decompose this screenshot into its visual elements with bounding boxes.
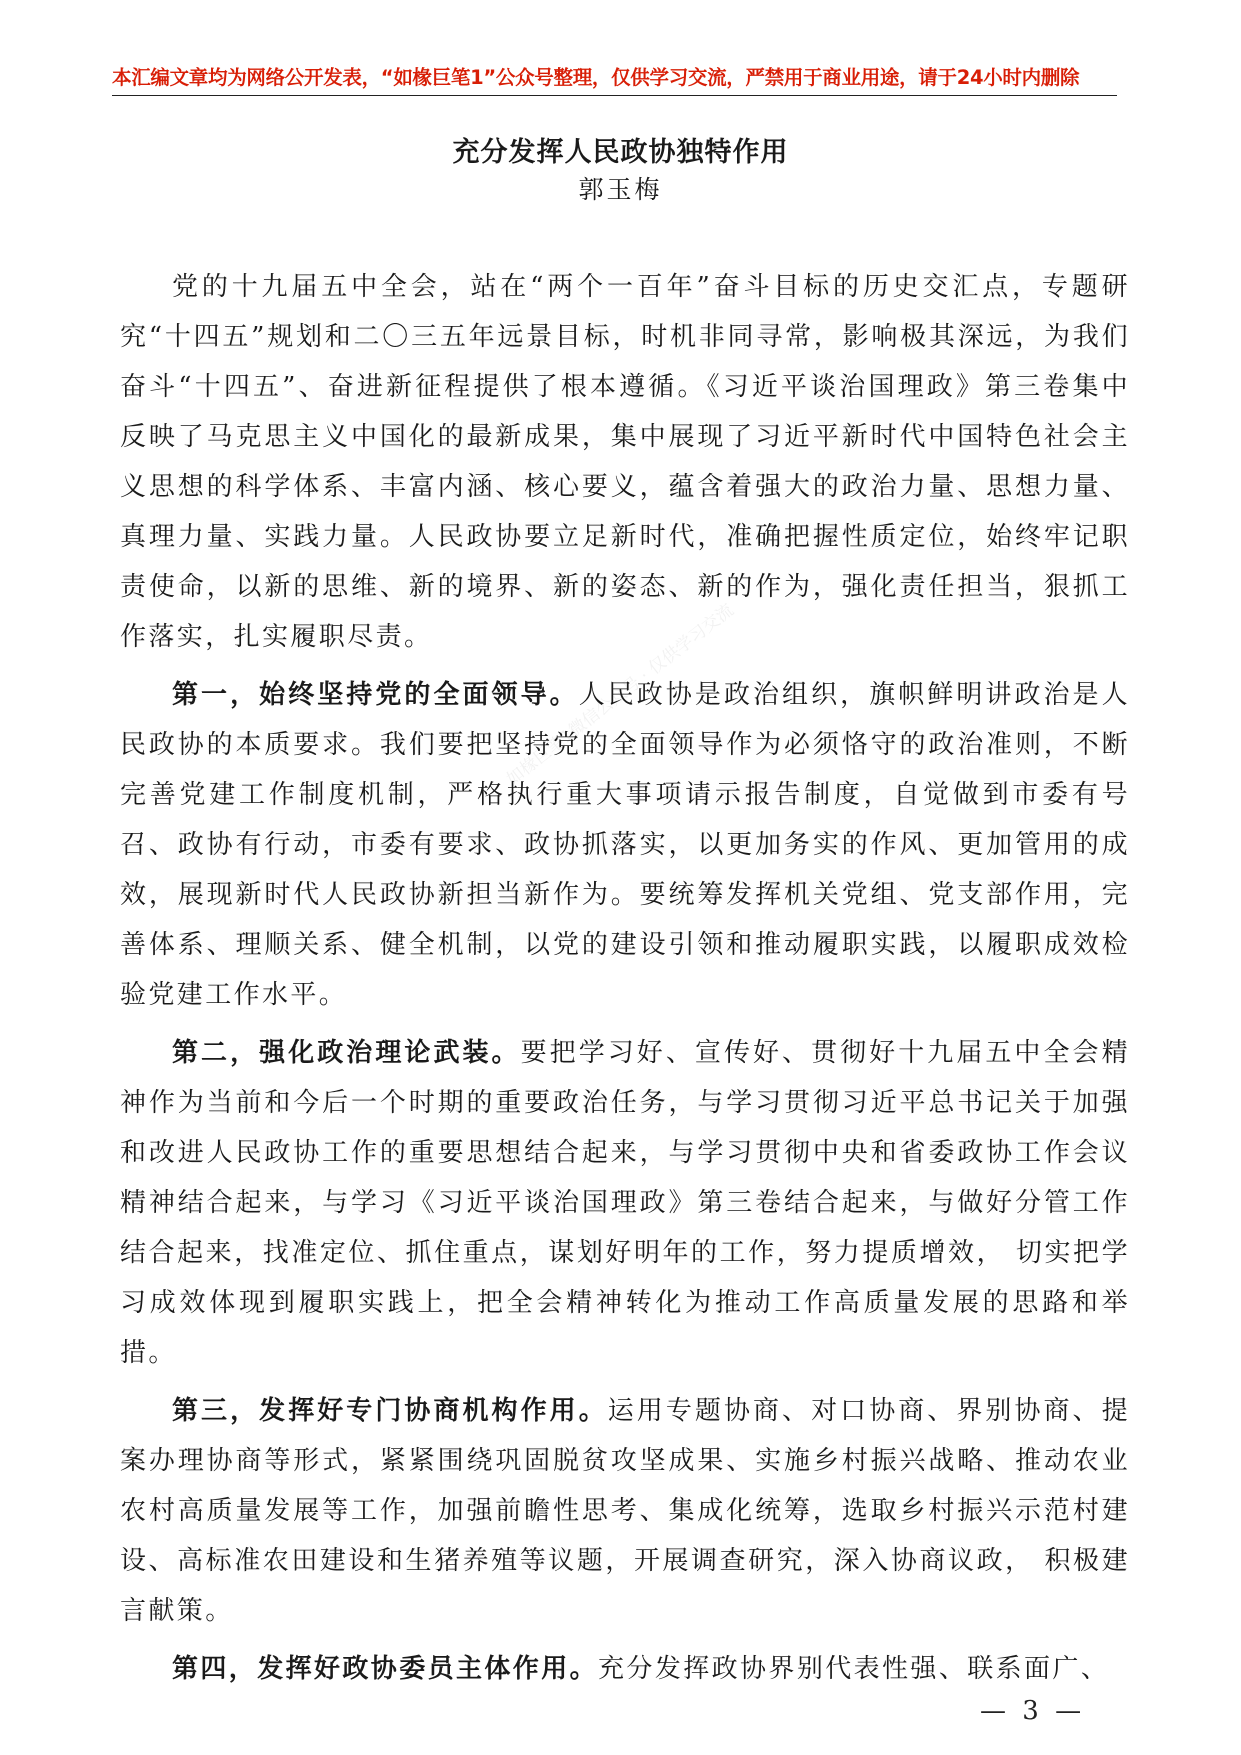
- paragraph-text: 充分发挥政协界别代表性强、联系面广、: [598, 1654, 1110, 1684]
- paragraph-intro: [120, 262, 1130, 662]
- paragraph-lead: 第二，强化政治理论武装。: [172, 1038, 521, 1068]
- paragraph-lead: 第三，发挥好专门协商机构作用。: [172, 1396, 608, 1426]
- header-rule: [112, 95, 1117, 96]
- watermark: 如椽巨笔1微信公众号 · 仅供学习交流: [503, 600, 738, 790]
- document-title: 充分发挥人民政协独特作用: [452, 137, 789, 168]
- author-name: 郭玉梅: [578, 175, 663, 204]
- paragraph-lead: 第一，始终坚持党的全面领导。: [172, 680, 579, 710]
- paragraph-text: 运用专题协商、对口协商、界别协商、提案办理协商等形式，紧紧围绕巩固脱贫攻坚成果、实施乡村振兴战略、推动农业农村高质量发展等工作，加强前瞻性思考、集成化统筹，选取乡村振兴示范村建设、高标准农田建设和生猪养殖等议题，开展调查研究，深入协商议政， 积极建言献策。: [120, 1396, 1130, 1626]
- paragraph-second-point: [120, 1028, 1130, 1378]
- copyright-notice: 本汇编文章均为网络公开发表，“如椽巨笔1”公众号整理，仅供学习交流，严禁用于商业用途，请于24小时内删除: [112, 66, 1080, 89]
- page-number: — 3 —: [980, 1696, 1086, 1726]
- paragraph-third-point: [120, 1386, 1130, 1636]
- paragraph-lead: 第四，发挥好政协委员主体作用。: [172, 1654, 599, 1684]
- paragraph-text: 人民政协是政治组织，旗帜鲜明讲政治是人民政协的本质要求。我们要把坚持党的全面领导作为必须恪守的政治准则，不断完善党建工作制度机制，严格执行重大事项请示报告制度，自觉做到市委有号召、政协有行动，市委有要求、政协抓落实，以更加务实的作风、更加管用的成效，展现新时代人民政协新担当新作为。要统筹发挥机关党组、党支部作用，完善体系、理顺关系、健全机制，以党的建设引领和推动履职实践，以履职成效检验党建工作水平。: [120, 680, 1130, 1010]
- paragraph-text: 要把学习好、宣传好、贯彻好十九届五中全会精神作为当前和今后一个时期的重要政治任务，与学习贯彻习近平总书记关于加强和改进人民政协工作的重要思想结合起来，与学习贯彻中央和省委政协工作会议精神结合起来，与学习《习近平谈治国理政》第三卷结合起来，与做好分管工作结合起来，找准定位、抓住重点，谋划好明年的工作，努力提质增效， 切实把学习成效体现到履职实践上，把全会精神转化为推动工作高质量发展的思路和举措。: [120, 1038, 1130, 1368]
- paragraph-fourth-point: [120, 1644, 1130, 1694]
- document-body: [120, 262, 1130, 1702]
- paragraph-text: 党的十九届五中全会，站在“两个一百年”奋斗目标的历史交汇点，专题研究“十四五”规划和二〇三五年远景目标，时机非同寻常，影响极其深远，为我们奋斗“十四五”、奋进新征程提供了根本遵循。《习近平谈治国理政》第三卷集中反映了马克思主义中国化的最新成果，集中展现了习近平新时代中国特色社会主义思想的科学体系、丰富内涵、核心要义，蕴含着强大的政治力量、思想力量、真理力量、实践力量。人民政协要立足新时代，准确把握性质定位，始终牢记职责使命，以新的思维、新的境界、新的姿态、新的作为，强化责任担当，狠抓工作落实，扎实履职尽责。: [120, 272, 1130, 652]
- paragraph-first-point: [120, 670, 1130, 1020]
